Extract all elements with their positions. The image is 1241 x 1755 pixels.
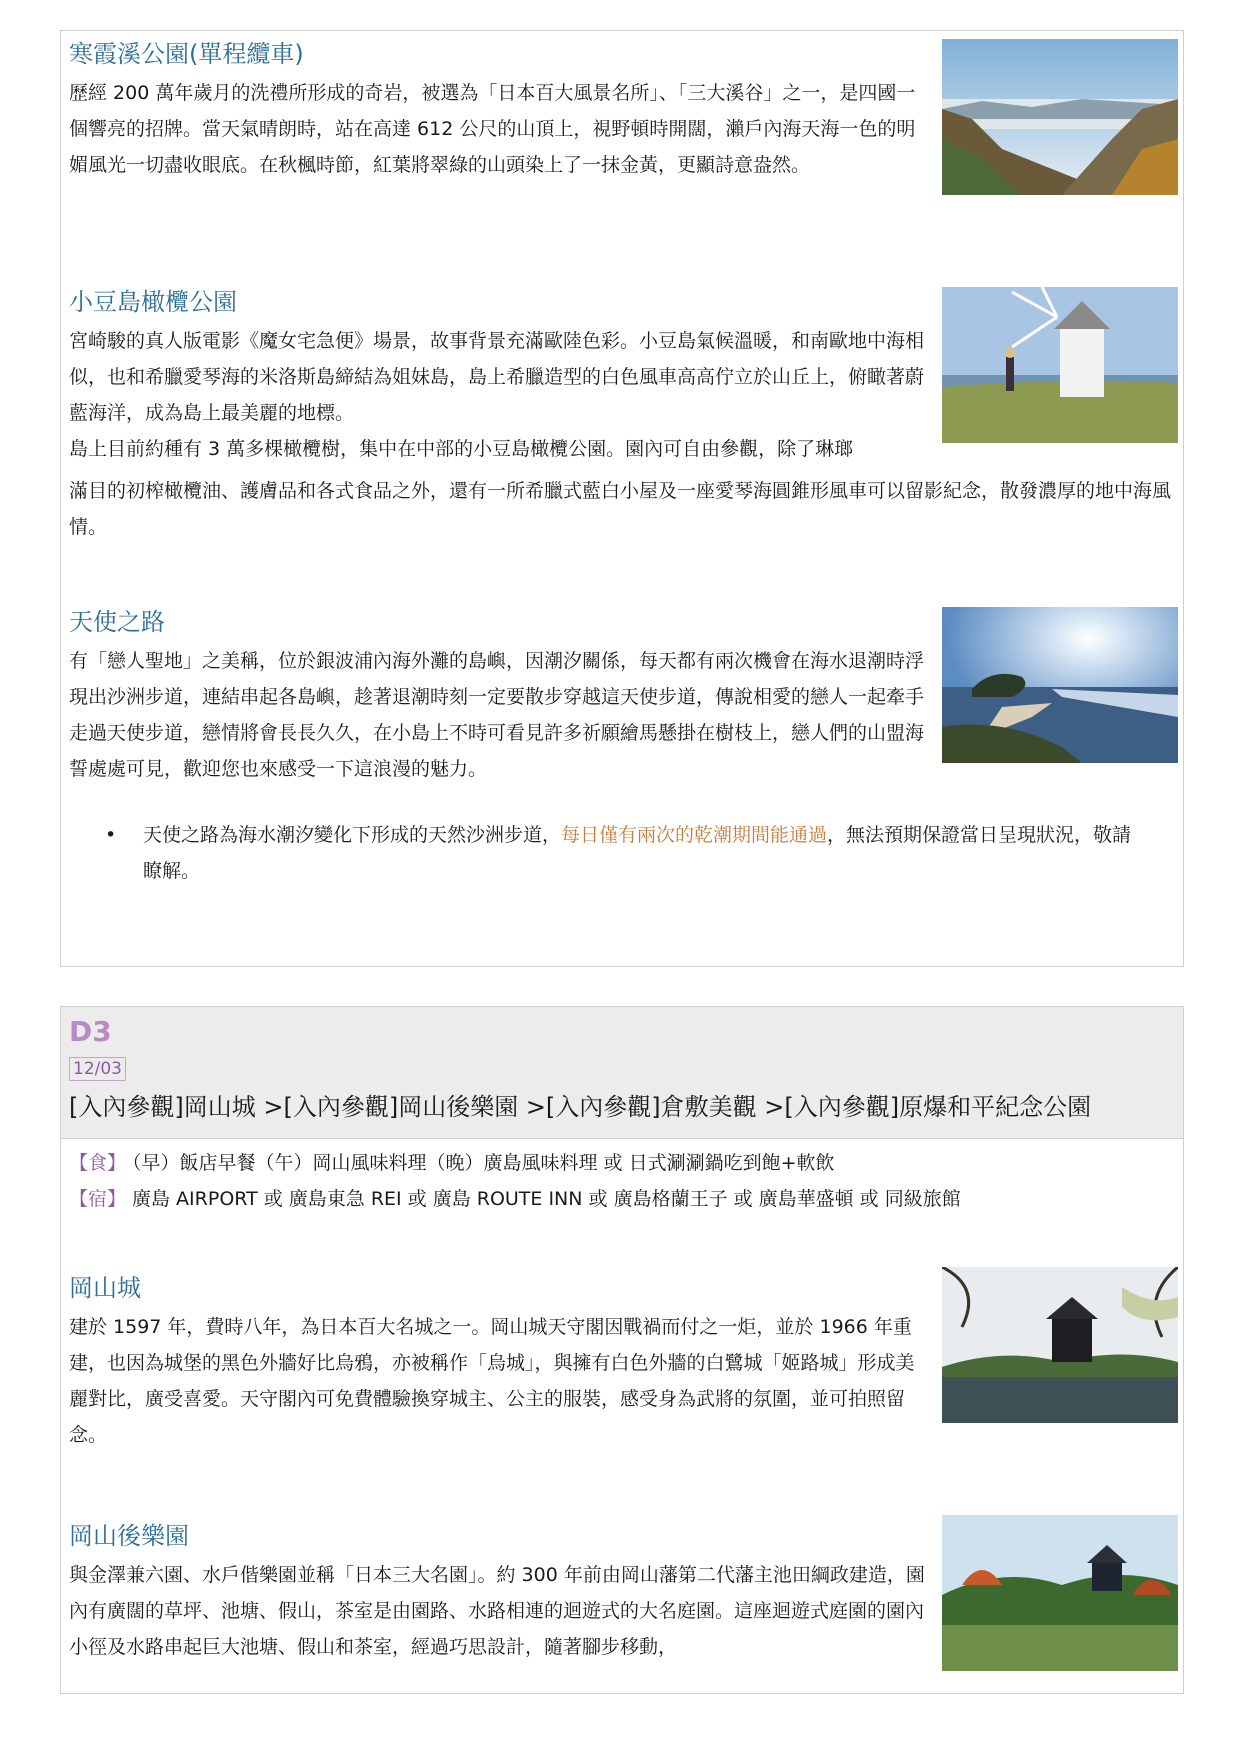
note-text: 天使之路為海水潮汐變化下形成的天然沙洲步道， xyxy=(143,824,562,846)
section-title: 岡山後樂園 xyxy=(69,1522,189,1550)
section-description: 與金澤兼六園、水戶偕樂園並稱「日本三大名園」。約 300 年前由岡山藩第二代藩主池田綱政建造，園內有廣闊的草坪、池塘、假山，茶室是由園路、水路相連的迴遊式的大名庭園。這座迴遊式庭園的園內小徑及水路串起巨大池塘、假山和茶室，經過巧思設計，隨著腳步移動， xyxy=(69,1564,925,1658)
section-description: 宮崎駿的真人版電影《魔女宅急便》場景，故事背景充滿歐陸色彩。小豆島氣候溫暖，和南歐地中海相似，也和希臘愛琴海的米洛斯島締結為姐妹島，島上希臘造型的白色風車高高佇立於山丘上，俯瞰著蔚藍海洋，成為島上最美麗的地標。 xyxy=(69,330,925,424)
olive-park-windmill-photo xyxy=(942,287,1178,443)
section-description: 島上目前約種有 3 萬多棵橄欖樹，集中在中部的小豆島橄欖公園。園內可自由參觀，除了琳瑯 xyxy=(69,438,854,460)
notes-list xyxy=(69,817,1177,889)
note-highlight: 每日僅有兩次的乾潮期間能通過 xyxy=(561,824,828,846)
bullet: • xyxy=(105,824,117,846)
day-number: D3 xyxy=(69,1015,112,1048)
kankakei-photo xyxy=(942,39,1178,195)
okayama-castle-photo xyxy=(942,1267,1178,1423)
day-header xyxy=(61,1007,1183,1139)
section-description: 滿目的初榨橄欖油、護膚品和各式食品之外，還有一所希臘式藍白小屋及一座愛琴海圓錐形風車可以留影紀念，散發濃厚的地中海風情。 xyxy=(69,480,1172,538)
note-item xyxy=(105,817,1143,889)
angel-road-photo xyxy=(942,607,1178,763)
note-text: ，無法預期保證當日呈現狀況，敬請瞭解。 xyxy=(143,824,1132,882)
day-date: 12/03 xyxy=(69,1057,126,1081)
day-route: [入內參觀]岡山城 >[入內參觀]岡山後樂園 >[入內參觀]倉敷美觀 >[入內參觀]原爆和平紀念公園 xyxy=(69,1093,1092,1121)
itinerary-panel-day2 xyxy=(60,30,1184,967)
section-description: 歷經 200 萬年歲月的洗禮所形成的奇岩，被選為「日本百大風景名所」、「三大溪谷」之一，是四國一個響亮的招牌。當天氣晴朗時，站在高達 612 公尺的山頂上，視野頓時開闊，瀨戶內海天海一色的明媚風光一切盡收眼底。在秋楓時節，紅葉將翠綠的山頭染上了一抹金黃，更顯詩意盎然。 xyxy=(69,82,916,176)
hotel-tag: 【宿】 xyxy=(69,1188,127,1210)
hotel-text: 廣島 AIRPORT 或 廣島東急 REI 或 廣島 ROUTE INN 或 廣島格蘭王子 或 廣島華盛頓 或 同級旅館 xyxy=(132,1188,961,1210)
section-title: 寒霞溪公園(單程纜車) xyxy=(69,40,304,68)
meals-text: （早）飯店早餐（午）岡山風味料理（晚）廣島風味料理 或 日式涮涮鍋吃到飽+軟飲 xyxy=(132,1152,835,1174)
korakuen-garden-photo xyxy=(942,1515,1178,1671)
section-description: 建於 1597 年，費時八年，為日本百大名城之一。岡山城天守閣因戰禍而付之一炬，並於 1966 年重建，也因為城堡的黑色外牆好比烏鴉，亦被稱作「烏城」，與擁有白色外牆的白鷺城「姬路城」形成美麗對比，廣受喜愛。天守閣內可免費體驗換穿城主、公主的服裝，感受身為武將的氛圍，並可拍照留念。 xyxy=(69,1316,915,1446)
hotel-row xyxy=(69,1181,961,1217)
section-title: 天使之路 xyxy=(69,608,165,636)
meals-tag: 【食】 xyxy=(69,1152,127,1174)
section-title: 岡山城 xyxy=(69,1274,141,1302)
section-description: 有「戀人聖地」之美稱，位於銀波浦內海外灘的島嶼，因潮汐關係，每天都有兩次機會在海水退潮時浮現出沙洲步道，連結串起各島嶼，趁著退潮時刻一定要散步穿越這天使步道，傳說相愛的戀人一起牽手走過天使步道，戀情將會長長久久，在小島上不時可看見許多祈願繪馬懸掛在樹枝上，戀人們的山盟海誓處處可見，歡迎您也來感受一下這浪漫的魅力。 xyxy=(69,650,925,780)
section-title: 小豆島橄欖公園 xyxy=(69,288,237,316)
meals-row xyxy=(69,1145,835,1181)
itinerary-panel-day3 xyxy=(60,1006,1184,1694)
